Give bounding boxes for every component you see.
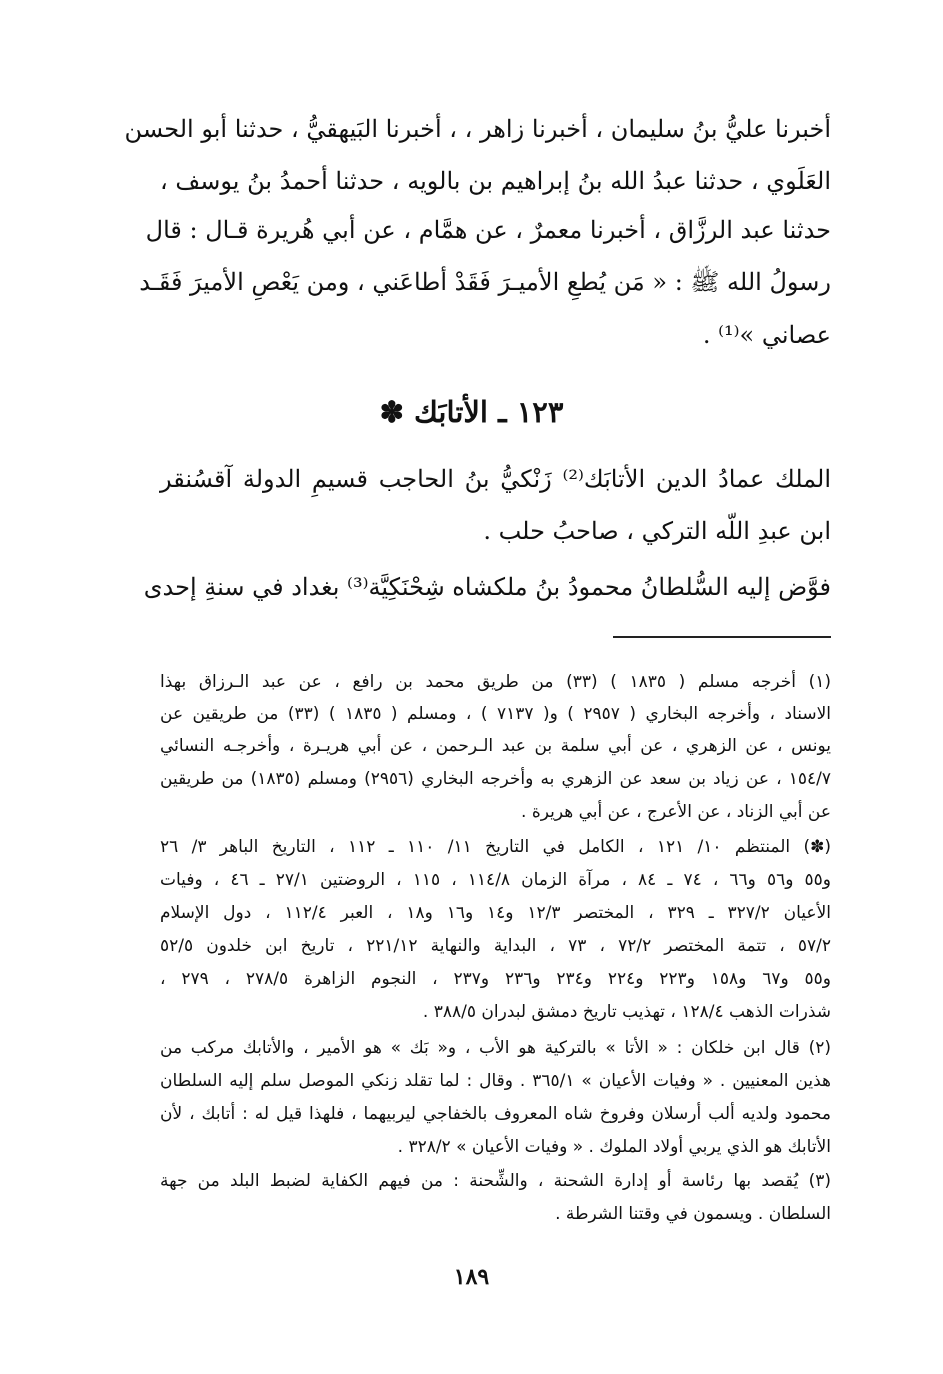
footnote-line-11: شذرات الذهب ١٢٨/٤ ، تهذيب تاريخ دمشق لبدران ٣٨٨/٥ . (422, 1002, 831, 1022)
footnote-line-15: الأتابك هو الذي يربي أولاد الملوك . « وفيات الأعيان » ٣٢٨/٢ . (397, 1137, 831, 1157)
hadith-line-1: أخبرنا عليُّ بنُ سليمان ، أخبرنا زاهر ، ، أخبرنا البَيهقيُّ ، حدثنا أبو الحسن (124, 115, 831, 143)
entry-line-3: فوَّض إليه السُّلطانُ محمودُ بنُ ملكشاه شِحْنَكِيَّة⁽³⁾ بغداد في سنةِ إحدى (143, 573, 831, 601)
footnote-line-3: يونس ، عن الزهري ، عن أبي سلمة بن عبد الـرحمن ، عن أبي هريـرة ، وأخرجـه النسائي (160, 736, 831, 756)
footnote-line-16: (٣) يُقصد بها رئاسة أو إدارة الشحنة ، والشِّحنة : من فيهم الكفاية لضبط البلد من جهة (160, 1171, 831, 1191)
entry-heading: ١٢٣ ـ الأتابَك ✽ (379, 395, 564, 429)
hadith-line-2: العَلَوي ، حدثنا عبدُ الله بنُ إبراهيم بن بالويه ، حدثنا أحمدُ بنُ يوسف ، (160, 167, 831, 195)
footnote-line-9: ٥٧/٢ ، تتمة المختصر ٧٢/٢ ، ٧٣ ، البداية والنهاية ٢٢١/١٢ ، تاريخ ابن خلدون ٥٢/٥ (160, 936, 832, 956)
footnote-line-1: (١) أخرجه مسلم ( ١٨٣٥ ) (٣٣) من طريق محمد بن رافع ، عن عبد الـرزاق بهذا (160, 672, 831, 692)
footnote-line-5: عن أبي الزناد ، عن الأعرج ، عن أبي هريرة . (521, 802, 831, 822)
footnote-line-6: (✽) المنتظم ١٠/ ١٢١ ، الكامل في التاريخ ١١/ ١١٠ ـ ١١٢ ، التاريخ الباهر ٣/ ٢٦ (160, 837, 831, 857)
footnote-line-12: (٢) قال ابن خلكان : « الأتا » بالتركية هو الأب ، و« بَك » هو الأمير ، والأتابك مركب من (160, 1038, 831, 1058)
entry-line-1: الملك عمادُ الدين الأتابَك⁽²⁾ زَنْكيُّ بنُ الحاجب قسيمِ الدولة آقسُنقر (160, 465, 831, 493)
footnote-line-2: الاسناد ، وأخرجه البخاري ( ٢٩٥٧ ) و( ٧١٣٧ ) ، ومسلم ( ١٨٣٥ ) (٣٣) من طريقين عن (160, 704, 832, 724)
entry-line-2: ابن عبدِ اللّه التركي ، صاحبُ حلب . (483, 517, 831, 545)
page-number: ١٨٩ (453, 1264, 490, 1290)
footnote-line-7: و٥٥ و٥٦ و٦٦ ، ٧٤ ـ ٨٤ ، مرآة الزمان ١١٤/٨ ، ١١٥ ، الروضتين ٢٧/١ ـ ٤٦ ، وفيات (160, 870, 831, 890)
hadith-line-4: رسولُ الله ﷺ : « مَن يُطعِ الأميـرَ فَقَدْ أطاعَني ، ومن يَعْصِ الأميرَ فَقَـد (139, 268, 831, 296)
footnote-line-8: الأعيان ٣٢٧/٢ ـ ٣٢٩ ، المختصر ١٢/٣ و١٤ و١٦ و١٨ ، العبر ١١٢/٤ ، دول الإسلام (160, 903, 831, 923)
footnote-line-13: هذين المعنيين . « وفيات الأعيان » ٣٦٥/١ . وقال : لما تقلد زنكي الموصل سلم إليه السلطان (160, 1071, 831, 1091)
footnote-separator (613, 636, 831, 638)
footnote-line-14: محمود ولديه ألب أرسلان وفروخ شاه المعروف بالخفاجي ليربيهما ، فلهذا قيل له : أتابك ، لأن (160, 1104, 831, 1124)
hadith-line-3: حدثنا عبد الرزَّاق ، أخبرنا معمرٌ ، عن همَّام ، عن أبي هُريرة قـال : قال (145, 216, 831, 244)
footnote-line-4: ١٥٤/٧ ، عن زياد بن سعد عن الزهري به وأخرجه البخاري (٢٩٥٦) ومسلم (١٨٣٥) من طريقين (160, 769, 831, 789)
footnote-line-17: السلطان . ويسمون في وقتنا الشرطة . (555, 1204, 831, 1224)
footnote-line-10: و٥٥ و٦٧ و١٥٨ و٢٢٣ و٢٢٤ و٢٣٤ و٢٣٦ و٢٣٧ ، النجوم الزاهرة ٢٧٨/٥ ، ٢٧٩ ، (160, 969, 831, 989)
hadith-line-5: عصاني »⁽¹⁾ . (702, 321, 831, 349)
